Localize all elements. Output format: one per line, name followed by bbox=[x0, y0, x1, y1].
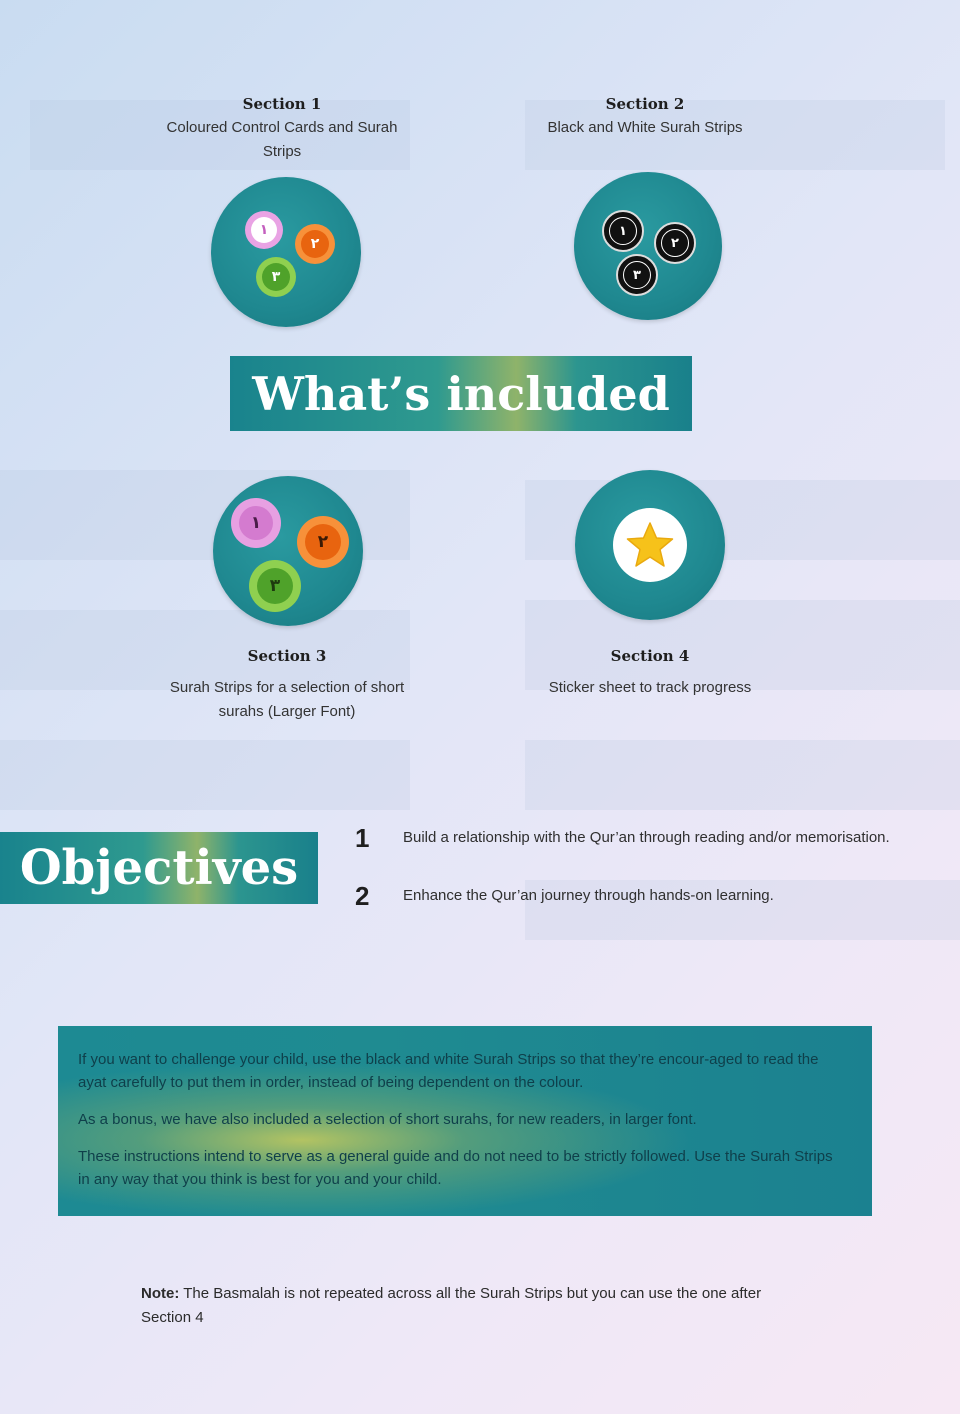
objective-1-number: 1 bbox=[355, 823, 370, 853]
section-4-text bbox=[525, 644, 775, 700]
section-4-title: Section 4 bbox=[610, 647, 690, 665]
section-1-title: Section 1 bbox=[242, 95, 322, 113]
section-2-title: Section 2 bbox=[605, 95, 685, 113]
whats-included-heading: What’s included bbox=[230, 356, 692, 431]
section-2-black-white-strips-icon bbox=[574, 172, 722, 320]
black-coin-3: ٣ bbox=[616, 254, 658, 296]
section-3-description: Surah Strips for a selection of short surahs (Larger Font) bbox=[169, 679, 405, 720]
pink-coin-1: ١ bbox=[231, 498, 281, 548]
note-label: Note: bbox=[141, 1285, 180, 1302]
orange-coin-2: ٢ bbox=[295, 224, 335, 264]
background-strip bbox=[0, 740, 410, 810]
section-2-text bbox=[520, 92, 770, 140]
section-2-description: Black and White Surah Strips bbox=[547, 119, 743, 136]
section-1-description: Coloured Control Cards and Surah Strips bbox=[166, 119, 398, 160]
section-3-text bbox=[152, 644, 422, 724]
black-coin-2: ٢ bbox=[654, 222, 696, 264]
section-3-large-font-strips-icon bbox=[213, 476, 363, 626]
instructions-paragraph-1: If you want to challenge your child, use the black and white Surah Strips so that they’re encour-aged to read the ayat carefully to put them in order, instead of being dependent on the colour. bbox=[78, 1051, 819, 1091]
objective-1-text: Build a relationship with the Qur’an through reading and/or memorisation. bbox=[403, 829, 890, 846]
pink-coin-1: ١ bbox=[245, 211, 283, 249]
section-4-sticker-icon bbox=[575, 470, 725, 620]
green-coin-3: ٣ bbox=[249, 560, 301, 612]
instructions-paragraph-3: These instructions intend to serve as a general guide and do not need to be strictly followed. Use the Surah Strips in any way that you think is best for you and your child. bbox=[78, 1148, 833, 1188]
orange-coin-2: ٢ bbox=[297, 516, 349, 568]
objective-2-number: 2 bbox=[355, 881, 370, 911]
section-1-text bbox=[150, 92, 414, 164]
section-3-title: Section 3 bbox=[247, 647, 327, 665]
section-1-coloured-cards-icon bbox=[211, 177, 361, 327]
note-text: The Basmalah is not repeated across all the Surah Strips but you can use the one after Section 4 bbox=[141, 1285, 762, 1326]
black-coin-1: ١ bbox=[602, 210, 644, 252]
background-strip bbox=[525, 740, 960, 810]
green-coin-3: ٣ bbox=[256, 257, 296, 297]
instructions-box bbox=[58, 1026, 872, 1216]
objectives-heading: Objectives bbox=[0, 832, 318, 904]
instructions-paragraph-2: As a bonus, we have also included a selection of short surahs, for new readers, in larger font. bbox=[78, 1111, 697, 1128]
objective-2-text: Enhance the Qur’an journey through hands-on learning. bbox=[403, 887, 774, 904]
section-4-description: Sticker sheet to track progress bbox=[548, 679, 752, 696]
basmalah-note bbox=[141, 1282, 801, 1330]
star-sticker-icon bbox=[613, 508, 687, 582]
